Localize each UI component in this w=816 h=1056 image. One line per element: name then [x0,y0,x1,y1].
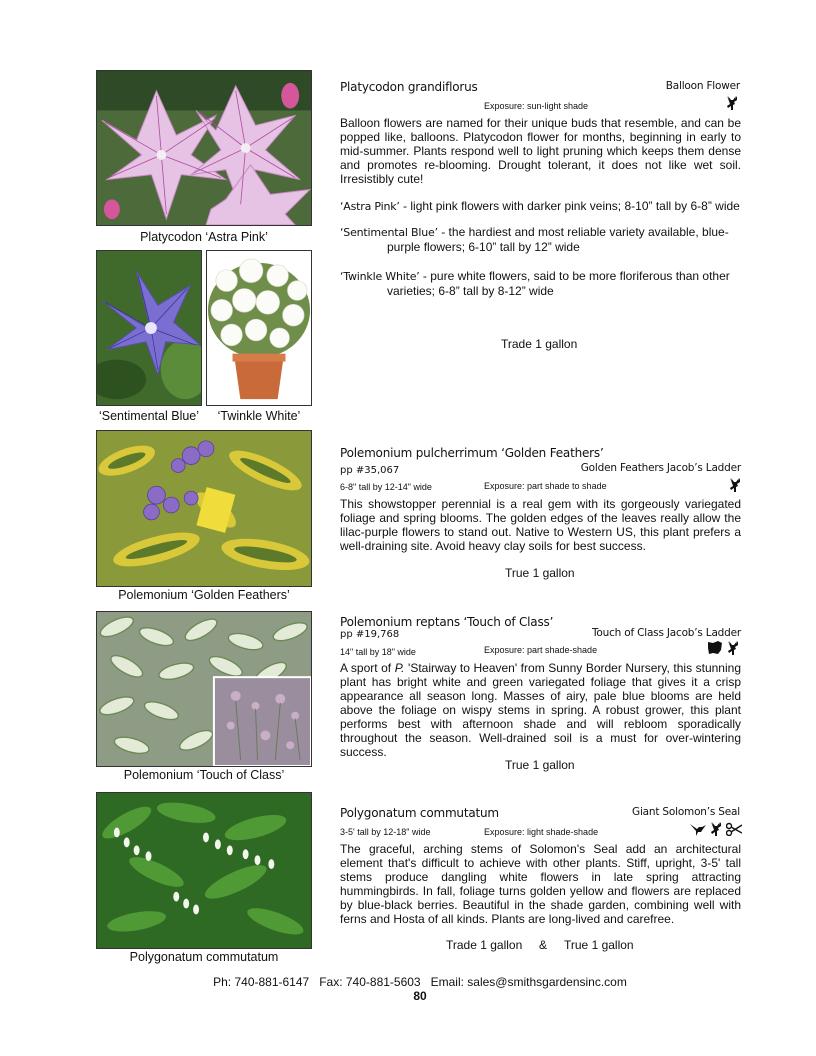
page-number: 80 [413,989,427,1003]
description-italic: P. [394,661,405,675]
touch-of-class-common-name: Touch of Class Jacob’s Ladder [591,627,741,639]
golden-feathers-size: 6-8" tall by 12-14" wide [340,482,432,492]
variety-name: ‘Sentimental Blue’ [340,226,438,239]
hummingbird-icon [690,822,706,836]
sentimental-blue-caption: ‘Sentimental Blue’ [98,409,200,423]
polygonatum-availability-true: True 1 gallon [564,938,634,952]
variety-astra-pink [340,199,741,214]
description-part: A sport of [340,661,395,675]
variety-desc-cont: purple flowers; 6-10” tall by 12” wide [387,240,580,254]
polygonatum-description: The graceful, arching stems of Solomon's Seal add an architectural element that's difficult to achieve with other plants. Stiff, upright, 3-5' tall stems produce dangling white flowers in late spring attracting hummingbirds. In fall, foliage turns golden yellow and flowers are replaced by blue-black berries. Beautiful in the shade garden, combining well with ferns and Hosta of all kinds. Plants are long-lived and carefree. [340,842,741,926]
touch-of-class-title: Polemonium reptans ‘Touch of Class’ [340,615,554,629]
deer-resistant-icon [708,822,724,836]
touch-of-class-photo [96,611,312,767]
variety-name: ‘Twinkle White’ [340,270,420,283]
variety-name: ‘Astra Pink’ [340,200,400,213]
variety-desc: - light pink flowers with darker pink veins; 8-10” tall by 6-8” wide [399,199,740,213]
golden-feathers-exposure: Exposure: part shade to shade [484,481,607,491]
touch-of-class-patent: pp #19,768 [340,629,400,640]
variety-desc: - the hardiest and most reliable variety available, blue- [437,225,729,239]
ohio-native-icon [707,641,723,655]
twinkle-white-caption: ‘Twinkle White’ [217,409,301,423]
polygonatum-photo [96,792,312,949]
touch-of-class-size: 14" tall by 18" wide [340,647,416,657]
polygonatum-exposure: Exposure: light shade-shade [484,827,599,837]
golden-feathers-photo [96,430,312,587]
description-part: 'Stairway to Heaven' from Sunny Border Nursery, this stunning plant has bright white and green variegated foliage that gives it a crisp appearance all season long. Masses of airy, pale blue blooms are held above the foliage on wispy stems in spring. A robust grower, this plant performs best with afternoon shade and will rebloom sporadically throughout the season. Well-drained soil is a must for over-wintering success. [340,661,741,759]
golden-feathers-description: This showstopper perennial is a real gem with its gorgeously variegated foliage and spring blooms. The golden edges of the leaves really allow the lilac-purple flowers to stand out. Native to Western US, this plant prefers a well-draining site. Avoid heavy clay soils for best success. [340,497,741,553]
footer-contact: Ph: 740-881-6147 Fax: 740-881-5603 Email: sales@smithsgardensinc.com [213,975,627,989]
polygonatum-caption: Polygonatum commutatum [129,950,279,964]
cut-flower-icon [726,822,742,836]
variety-sentimental-blue [340,225,741,255]
touch-of-class-description [340,661,741,759]
touch-of-class-icons [707,641,741,655]
touch-of-class-exposure: Exposure: part shade-shade [484,645,598,655]
sentimental-blue-photo [96,250,202,406]
touch-of-class-availability: True 1 gallon [505,758,575,772]
platycodon-icons [724,96,740,110]
astra-pink-photo [96,70,312,226]
platycodon-common-name: Balloon Flower [665,80,740,92]
polygonatum-availability-trade: Trade 1 gallon [446,938,523,952]
astra-pink-caption: Platycodon ‘Astra Pink’ [140,230,268,244]
platycodon-availability: Trade 1 gallon [501,337,578,351]
twinkle-white-photo [206,250,312,406]
variety-desc-cont: varieties; 6-8” tall by 8-12” wide [387,284,554,298]
platycodon-title: Platycodon grandiflorus [340,80,478,94]
polygonatum-icons [690,822,742,836]
polygonatum-title: Polygonatum commutatum [340,806,499,820]
golden-feathers-patent: pp #35,067 [340,465,400,476]
polygonatum-availability-separator: & [539,938,548,952]
variety-twinkle-white [340,269,741,299]
golden-feathers-common-name: Golden Feathers Jacob’s Ladder [580,462,741,474]
polygonatum-size: 3-5' tall by 12-18" wide [340,827,431,837]
polygonatum-common-name: Giant Solomon’s Seal [632,806,740,818]
golden-feathers-title: Polemonium pulcherrimum ‘Golden Feathers’ [340,446,604,460]
variety-desc: - pure white flowers, said to be more floriferous than other [419,269,730,283]
touch-of-class-caption: Polemonium ‘Touch of Class’ [123,768,285,782]
golden-feathers-caption: Polemonium ‘Golden Feathers’ [118,588,290,602]
platycodon-exposure: Exposure: sun-light shade [484,101,589,111]
platycodon-description: Balloon flowers are named for their unique buds that resemble, and can be popped like, balloons. Platycodon flower for months, beginning in early to mid-summer. Plants respond well to light pruning which keeps them dense and promotes re-blooming. Drought tolerant, it does not like wet soil. Irresistibly cute! [340,116,741,186]
deer-resistant-icon [725,641,741,655]
golden-feathers-icons [727,478,743,492]
golden-feathers-availability: True 1 gallon [505,566,575,580]
deer-resistant-icon [727,478,743,492]
deer-resistant-icon [724,96,740,110]
